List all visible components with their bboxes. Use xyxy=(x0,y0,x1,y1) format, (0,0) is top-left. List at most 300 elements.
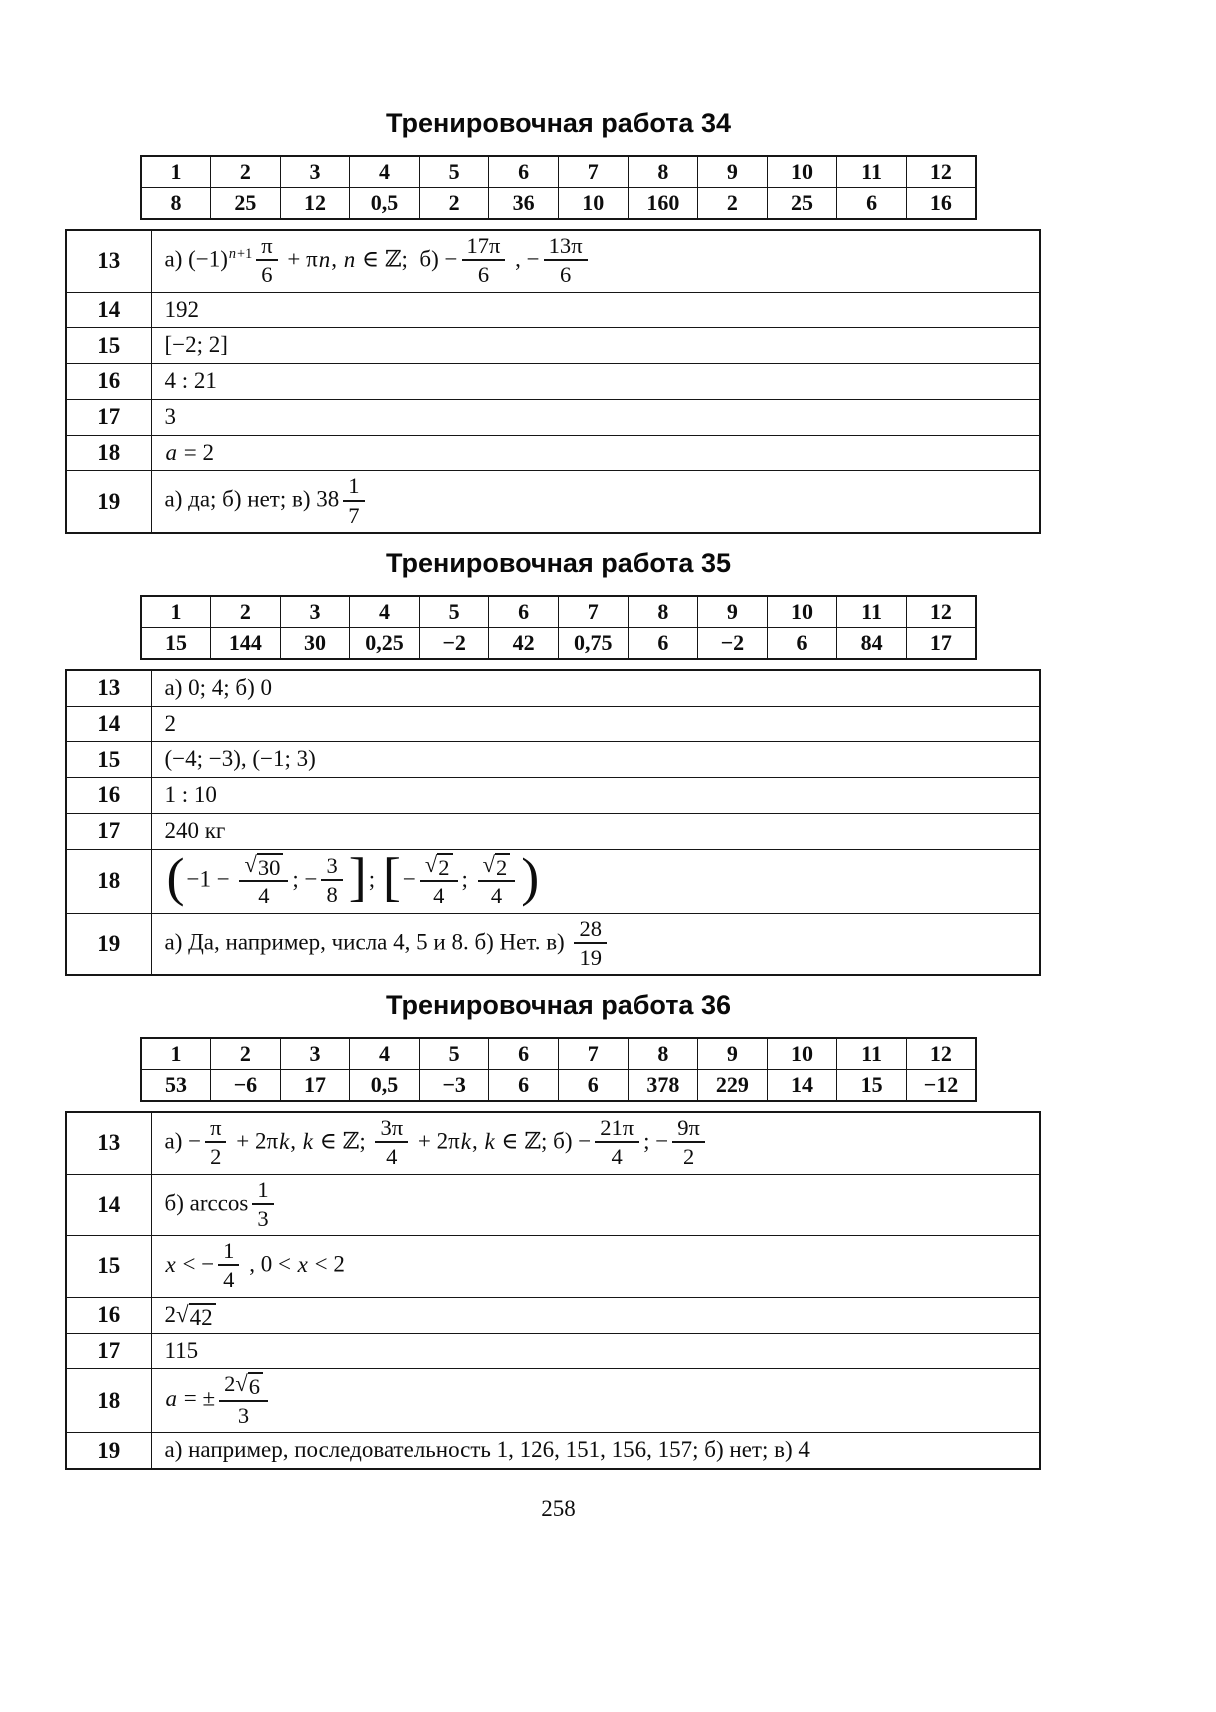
math-text: 3π xyxy=(380,1115,404,1141)
answer-number-cell: 14 xyxy=(66,1174,151,1236)
math-fraction xyxy=(218,1238,239,1293)
math-text: 19 xyxy=(579,944,602,970)
math-text: а) да; б) нет; в) 38 xyxy=(164,486,340,512)
answer-content-cell xyxy=(151,1236,1040,1298)
math-text: ∈ ℤ; xyxy=(314,1128,372,1154)
math-text: а) Да, например, числа 4, 5 и 8. б) Нет. в) xyxy=(164,929,571,955)
answer-number-cell: 14 xyxy=(66,292,151,328)
math-text: а) − xyxy=(164,1128,202,1154)
answer-content-cell xyxy=(151,471,1040,533)
math-text: 1 xyxy=(223,1238,235,1264)
math-text: ; xyxy=(368,866,381,892)
math-text: − xyxy=(402,866,416,892)
section-title: Тренировочная работа 36 xyxy=(386,990,731,1021)
answer-content-cell xyxy=(151,742,1040,778)
radical-icon: √ xyxy=(482,851,496,877)
math-sqrt xyxy=(483,853,511,880)
grid-value-cell: 6 xyxy=(489,1070,559,1102)
math-text: 3 xyxy=(257,1205,269,1231)
math-text: +1 xyxy=(237,245,253,262)
answer-number-cell: 18 xyxy=(66,435,151,471)
fraction-numerator xyxy=(218,1238,239,1266)
grid-value-cell: 229 xyxy=(698,1070,768,1102)
math-fraction xyxy=(375,1115,408,1170)
fraction-denominator xyxy=(343,502,364,528)
fraction-denominator xyxy=(672,1143,705,1169)
math-text: 2 xyxy=(438,854,450,880)
answer-grid-table xyxy=(140,1037,977,1102)
grid-header-cell: 5 xyxy=(419,596,489,628)
math-text: 13π xyxy=(548,233,583,259)
grid-header-cell: 11 xyxy=(837,1038,907,1070)
math-text: 4 xyxy=(433,883,445,909)
math-text: 6 xyxy=(248,1374,261,1400)
grid-value-cell: 2 xyxy=(698,188,768,220)
fraction-denominator xyxy=(478,882,516,908)
fraction-denominator xyxy=(321,881,342,907)
grid-value-cell: 42 xyxy=(489,627,559,659)
answer-row xyxy=(66,742,1040,778)
math-text: 1 xyxy=(348,473,360,499)
grid-header-cell: 10 xyxy=(767,1038,837,1070)
math-text: 3 xyxy=(326,852,338,878)
fraction-numerator xyxy=(574,916,607,944)
math-text: < − xyxy=(176,1251,215,1277)
math-text: = ± xyxy=(178,1386,216,1412)
answer-content-cell xyxy=(151,778,1040,814)
answer-detail-table xyxy=(65,229,1041,534)
math-text: 21π xyxy=(600,1115,635,1141)
math-text: π xyxy=(210,1115,222,1141)
answer-row xyxy=(66,328,1040,364)
math-text: 1 : 10 xyxy=(164,782,217,808)
answer-content-cell xyxy=(151,364,1040,400)
radical-icon: √ xyxy=(244,851,257,877)
answer-number-cell: 13 xyxy=(66,230,151,292)
math-text: [−2; 2] xyxy=(164,332,228,358)
math-fraction xyxy=(343,473,364,528)
grid-header-row xyxy=(141,156,976,188)
math-variable: n xyxy=(318,246,331,272)
answer-row xyxy=(66,1433,1040,1469)
answer-grid-table xyxy=(140,595,977,660)
grid-value-cell: 6 xyxy=(767,627,837,659)
math-text: а) например, последовательность 1, 126, 151, 156, 157; б) нет; в) 4 xyxy=(164,1437,810,1463)
answer-detail-table xyxy=(65,1111,1041,1470)
fraction-denominator xyxy=(218,1266,239,1292)
math-superscript xyxy=(228,246,252,262)
math-text: 2 xyxy=(210,1144,222,1170)
grid-header-cell: 1 xyxy=(141,1038,211,1070)
answer-row xyxy=(66,364,1040,400)
answer-number-cell: 14 xyxy=(66,706,151,742)
answer-content-cell xyxy=(151,1297,1040,1333)
math-text: 6 xyxy=(477,262,490,288)
grid-header-cell: 4 xyxy=(350,156,420,188)
math-text: б) arccos xyxy=(164,1190,249,1216)
grid-header-cell: 3 xyxy=(280,596,350,628)
answer-row xyxy=(66,706,1040,742)
math-variable: k xyxy=(484,1128,495,1154)
fraction-denominator xyxy=(595,1143,639,1169)
grid-value-cell: 14 xyxy=(767,1070,837,1102)
page-number: 258 xyxy=(541,1496,576,1522)
math-fraction xyxy=(544,233,588,288)
grid-header-cell: 12 xyxy=(906,596,976,628)
answer-row xyxy=(66,1112,1040,1174)
math-text: 115 xyxy=(164,1337,199,1363)
radical-icon: √ xyxy=(424,851,438,877)
math-fraction xyxy=(478,852,516,909)
answer-content-cell xyxy=(151,1112,1040,1174)
answer-number-cell: 17 xyxy=(66,1333,151,1369)
grid-value-cell: 8 xyxy=(141,188,211,220)
math-text: 3 xyxy=(237,1403,250,1429)
math-fraction xyxy=(205,1115,226,1170)
fraction-numerator xyxy=(239,852,288,883)
grid-header-cell: 5 xyxy=(419,1038,489,1070)
answer-row xyxy=(66,1333,1040,1369)
math-text: π xyxy=(261,233,273,259)
fraction-numerator xyxy=(478,852,516,883)
math-text: 4 xyxy=(258,883,270,909)
math-text: ∈ ℤ; б) − xyxy=(356,246,458,272)
sqrt-content xyxy=(495,853,510,880)
section-title: Тренировочная работа 34 xyxy=(386,108,731,138)
answer-number-cell: 19 xyxy=(66,1433,151,1469)
grid-value-cell: 144 xyxy=(211,627,281,659)
sqrt-content xyxy=(437,853,452,880)
grid-header-cell: 9 xyxy=(698,596,768,628)
answer-number-cell: 17 xyxy=(66,399,151,435)
fraction-numerator xyxy=(219,1371,268,1402)
answer-content-cell xyxy=(151,328,1040,364)
fraction-denominator xyxy=(239,882,288,908)
answer-number-cell: 16 xyxy=(66,1297,151,1333)
fraction-numerator xyxy=(375,1115,408,1143)
math-fraction xyxy=(239,852,288,909)
answer-content-cell xyxy=(151,849,1040,913)
math-text: 28 xyxy=(579,915,602,941)
grid-header-cell: 11 xyxy=(837,156,907,188)
grid-header-cell: 8 xyxy=(628,156,698,188)
fraction-denominator xyxy=(252,1205,273,1231)
grid-header-cell: 12 xyxy=(906,1038,976,1070)
answer-row xyxy=(66,1236,1040,1298)
answer-content-cell xyxy=(151,1433,1040,1469)
grid-value-row xyxy=(141,1070,976,1102)
math-text: 4 xyxy=(223,1267,235,1293)
fraction-numerator xyxy=(343,473,364,501)
grid-value-cell: 15 xyxy=(141,627,211,659)
math-variable: n xyxy=(228,245,237,262)
grid-value-cell: −2 xyxy=(698,627,768,659)
answer-number-cell: 13 xyxy=(66,1112,151,1174)
answer-number-cell: 18 xyxy=(66,1369,151,1433)
answer-content-cell xyxy=(151,813,1040,849)
grid-value-cell: 30 xyxy=(280,627,350,659)
fraction-denominator xyxy=(420,882,458,908)
grid-header-cell: 6 xyxy=(489,156,559,188)
grid-header-cell: 12 xyxy=(906,156,976,188)
math-text: 4 xyxy=(611,1144,623,1170)
grid-value-cell: 378 xyxy=(628,1070,698,1102)
grid-header-cell: 5 xyxy=(419,156,489,188)
math-sqrt xyxy=(425,853,453,880)
math-fraction xyxy=(252,1177,273,1232)
grid-value-cell: 25 xyxy=(767,188,837,220)
grid-value-cell: 12 xyxy=(280,188,350,220)
grid-header-cell: 4 xyxy=(350,1038,420,1070)
grid-header-cell: 10 xyxy=(767,596,837,628)
answer-number-cell: 15 xyxy=(66,1236,151,1298)
grid-header-cell: 2 xyxy=(211,596,281,628)
answer-number-cell: 13 xyxy=(66,670,151,706)
math-text: 9π xyxy=(677,1115,700,1141)
answer-number-cell: 16 xyxy=(66,778,151,814)
math-sqrt xyxy=(176,1303,216,1330)
grid-value-cell: 6 xyxy=(837,188,907,220)
fraction-numerator xyxy=(252,1177,273,1205)
grid-value-cell: 17 xyxy=(280,1070,350,1102)
answer-row xyxy=(66,1174,1040,1236)
answer-number-cell: 15 xyxy=(66,742,151,778)
grid-header-cell: 7 xyxy=(558,1038,628,1070)
grid-value-cell: 53 xyxy=(141,1070,211,1102)
answer-number-cell: 19 xyxy=(66,913,151,975)
grid-header-cell: 8 xyxy=(628,1038,698,1070)
section-work-36 xyxy=(0,990,1216,1470)
grid-header-cell: 2 xyxy=(211,156,281,188)
math-text: −1 − xyxy=(186,866,236,892)
math-fraction xyxy=(462,233,506,288)
fraction-numerator xyxy=(205,1115,226,1143)
grid-value-cell: 10 xyxy=(558,188,628,220)
math-text: а) 0; 4; б) 0 xyxy=(164,674,273,700)
grid-header-cell: 6 xyxy=(489,1038,559,1070)
math-text: 192 xyxy=(164,296,199,322)
grid-value-cell: 0,25 xyxy=(350,627,420,659)
answer-row xyxy=(66,435,1040,471)
math-text: ; − xyxy=(643,1128,669,1154)
fraction-denominator xyxy=(256,261,277,287)
answer-row xyxy=(66,778,1040,814)
math-variable: k xyxy=(302,1128,314,1154)
answer-content-cell xyxy=(151,292,1040,328)
math-text: + 2π xyxy=(412,1128,460,1154)
fraction-numerator xyxy=(256,233,277,261)
answer-row xyxy=(66,399,1040,435)
math-text: 4 : 21 xyxy=(164,368,217,394)
math-text: а) (−1) xyxy=(164,246,228,272)
grid-value-row xyxy=(141,627,976,659)
math-text: (−4; −3), (−1; 3) xyxy=(164,746,316,772)
grid-value-cell: 6 xyxy=(558,1070,628,1102)
grid-value-cell: 15 xyxy=(837,1070,907,1102)
answer-number-cell: 19 xyxy=(66,471,151,533)
answer-content-cell xyxy=(151,399,1040,435)
answer-number-cell: 16 xyxy=(66,364,151,400)
math-text: 2 xyxy=(682,1144,695,1170)
math-text: 240 кг xyxy=(164,817,226,843)
grid-value-cell: −3 xyxy=(419,1070,489,1102)
math-text: 6 xyxy=(261,262,273,288)
grid-value-row xyxy=(141,188,976,220)
math-sqrt xyxy=(244,853,283,880)
fraction-denominator xyxy=(544,261,588,287)
answer-content-cell xyxy=(151,670,1040,706)
math-text: 2 xyxy=(224,1371,236,1397)
sqrt-content xyxy=(248,1372,263,1399)
answer-grid-table xyxy=(140,155,977,220)
grid-header-cell: 9 xyxy=(698,1038,768,1070)
math-fraction xyxy=(321,853,342,908)
section-work-34 xyxy=(0,108,1216,534)
math-text: 1 xyxy=(257,1176,269,1202)
fraction-numerator xyxy=(595,1115,639,1143)
grid-header-cell: 1 xyxy=(141,596,211,628)
sqrt-content xyxy=(257,853,284,880)
math-text: 7 xyxy=(348,502,360,528)
math-fraction xyxy=(256,233,277,288)
math-text: 30 xyxy=(257,854,281,880)
grid-value-cell: −2 xyxy=(419,627,489,659)
fraction-numerator xyxy=(672,1115,705,1143)
answer-row xyxy=(66,292,1040,328)
math-text: = 2 xyxy=(178,439,214,465)
answer-content-cell xyxy=(151,1333,1040,1369)
fraction-denominator xyxy=(375,1143,408,1169)
grid-header-cell: 1 xyxy=(141,156,211,188)
grid-header-cell: 11 xyxy=(837,596,907,628)
fraction-denominator xyxy=(574,944,607,970)
grid-header-cell: 2 xyxy=(211,1038,281,1070)
grid-header-cell: 7 xyxy=(558,596,628,628)
math-variable: k xyxy=(460,1128,471,1154)
answer-row xyxy=(66,813,1040,849)
math-text: 8 xyxy=(326,882,338,908)
math-text: 2 xyxy=(164,710,176,736)
fraction-numerator xyxy=(462,233,506,261)
math-bracket: [ xyxy=(382,847,401,908)
answer-content-cell xyxy=(151,1174,1040,1236)
grid-header-cell: 10 xyxy=(767,156,837,188)
answer-content-cell xyxy=(151,230,1040,292)
math-text: + π xyxy=(281,246,318,272)
math-text: , − xyxy=(509,246,540,272)
grid-value-cell: 0,75 xyxy=(558,627,628,659)
math-text: ; − xyxy=(292,866,318,892)
answer-row xyxy=(66,913,1040,975)
answer-number-cell: 18 xyxy=(66,849,151,913)
math-variable: a xyxy=(165,1386,177,1412)
grid-value-cell: 16 xyxy=(906,188,976,220)
math-fraction xyxy=(219,1371,268,1428)
grid-value-cell: −6 xyxy=(211,1070,281,1102)
answer-number-cell: 17 xyxy=(66,813,151,849)
math-fraction xyxy=(672,1115,705,1170)
grid-header-cell: 3 xyxy=(280,1038,350,1070)
math-text: , 0 < xyxy=(243,1251,297,1277)
grid-header-cell: 4 xyxy=(350,596,420,628)
math-fraction xyxy=(595,1115,639,1170)
answer-content-cell xyxy=(151,706,1040,742)
math-text: , xyxy=(290,1128,302,1154)
math-fraction xyxy=(574,916,607,971)
answer-content-cell xyxy=(151,435,1040,471)
math-text: < 2 xyxy=(308,1251,345,1277)
answer-detail-table xyxy=(65,669,1041,976)
math-text: 4 xyxy=(490,883,503,909)
grid-value-cell: 25 xyxy=(211,188,281,220)
grid-header-cell: 3 xyxy=(280,156,350,188)
fraction-numerator xyxy=(321,853,342,881)
grid-value-cell: 6 xyxy=(628,627,698,659)
math-bracket: ( xyxy=(166,847,185,908)
grid-value-cell: 84 xyxy=(837,627,907,659)
fraction-denominator xyxy=(205,1143,226,1169)
math-text: 2 xyxy=(496,854,508,880)
sqrt-content xyxy=(189,1303,216,1330)
answer-row xyxy=(66,849,1040,913)
math-text: 42 xyxy=(189,1304,213,1330)
math-text: 4 xyxy=(386,1144,398,1170)
grid-header-cell: 7 xyxy=(558,156,628,188)
math-bracket: ) xyxy=(521,847,540,908)
math-text: ; xyxy=(461,866,474,892)
math-fraction xyxy=(420,852,458,909)
answer-row xyxy=(66,230,1040,292)
answer-row xyxy=(66,670,1040,706)
section-title: Тренировочная работа 35 xyxy=(386,547,731,578)
fraction-denominator xyxy=(462,261,506,287)
grid-header-cell: 9 xyxy=(698,156,768,188)
math-text: , xyxy=(331,246,343,272)
grid-header-cell: 6 xyxy=(489,596,559,628)
math-text: 2 xyxy=(164,1301,176,1327)
math-bracket: ] xyxy=(348,847,367,908)
math-variable: x xyxy=(297,1251,308,1277)
section-work-35 xyxy=(0,548,1216,976)
math-text: 6 xyxy=(559,262,572,288)
math-text: + 2π xyxy=(230,1128,279,1154)
answer-row xyxy=(66,1297,1040,1333)
math-text: ∈ ℤ; б) − xyxy=(495,1128,592,1154)
answer-content-cell xyxy=(151,913,1040,975)
grid-header-cell: 8 xyxy=(628,596,698,628)
answer-content-cell xyxy=(151,1369,1040,1433)
grid-value-cell: 36 xyxy=(489,188,559,220)
radical-icon: √ xyxy=(176,1301,189,1327)
math-variable: k xyxy=(279,1128,290,1154)
grid-value-cell: 2 xyxy=(419,188,489,220)
math-text: 17π xyxy=(466,233,501,259)
fraction-denominator xyxy=(219,1402,268,1428)
grid-header-row xyxy=(141,1038,976,1070)
grid-value-cell: −12 xyxy=(906,1070,976,1102)
math-variable: n xyxy=(343,246,356,272)
grid-value-cell: 0,5 xyxy=(350,1070,420,1102)
math-variable: x xyxy=(165,1251,176,1277)
grid-header-row xyxy=(141,596,976,628)
grid-value-cell: 160 xyxy=(628,188,698,220)
math-text: , xyxy=(471,1128,484,1154)
fraction-numerator xyxy=(420,852,458,883)
answer-row xyxy=(66,1369,1040,1433)
answer-number-cell: 15 xyxy=(66,328,151,364)
math-text: 3 xyxy=(164,403,176,429)
math-sqrt xyxy=(235,1372,263,1399)
